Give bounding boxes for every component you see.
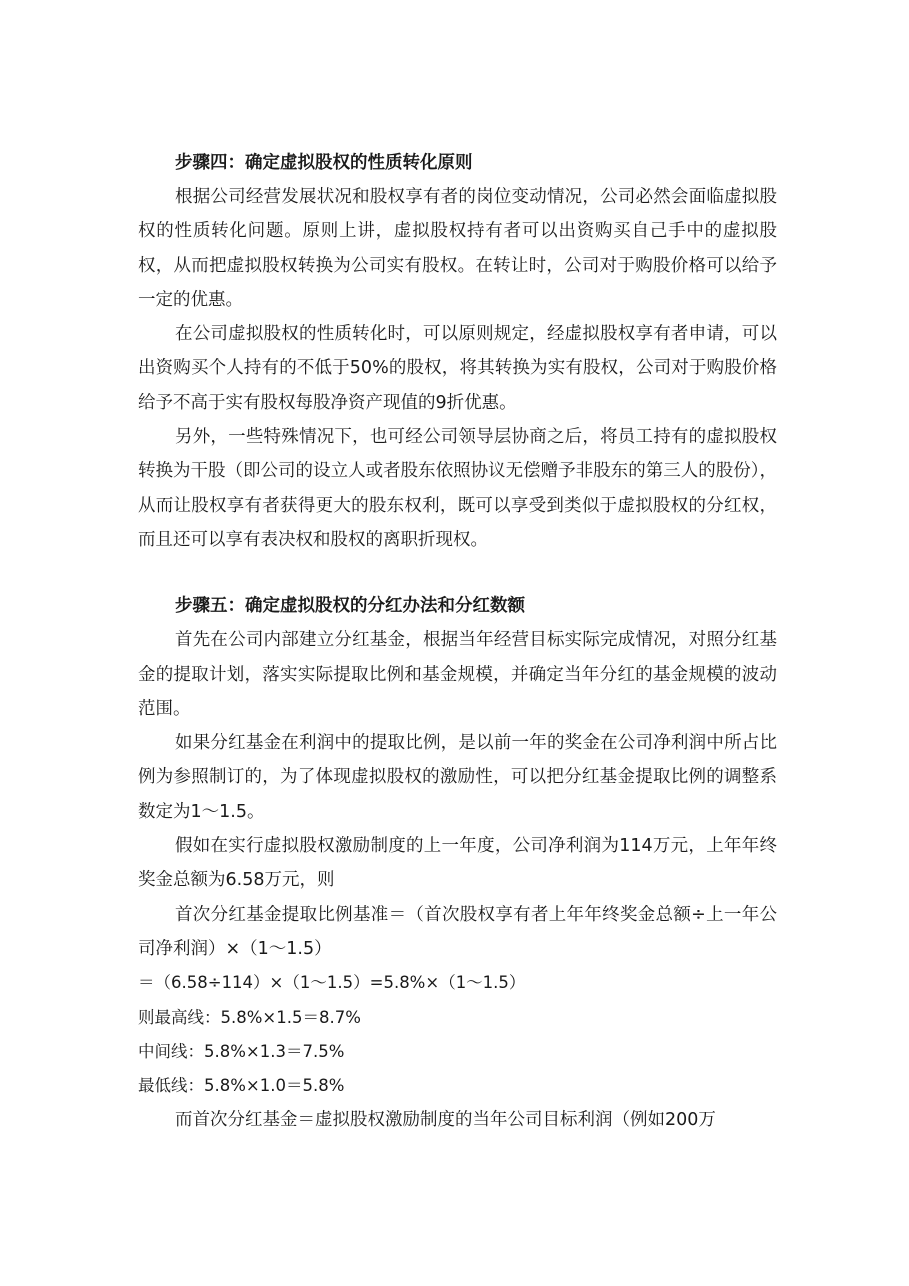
section-4-paragraph-2: 在公司虚拟股权的性质转化时，可以原则规定，经虚拟股权享有者申请，可以出资购买个人持有的不低于50%的股权，将其转换为实有股权，公司对于购股价格给予不高于实有股权每股净资产现值的9折优惠。 (138, 324, 777, 413)
section-4-heading: 步骤四：确定虚拟股权的性质转化原则 (175, 153, 473, 173)
formula-line-2: 则最高线：5.8%×1.5＝8.7% (138, 1007, 361, 1027)
formula-line-4: 最低线：5.8%×1.0＝5.8% (138, 1076, 345, 1096)
formula-line-1: ＝（6.58÷114）×（1～1.5）=5.8%×（1～1.5） (138, 973, 526, 993)
section-4-paragraph-1: 根据公司经营发展状况和股权享有者的岗位变动情况，公司必然会面临虚拟股权的性质转化问题。原则上讲，虚拟股权持有者可以出资购买自己手中的虚拟股权，从而把虚拟股权转换为公司实有股权。在转让时，公司对于购股价格可以给予一定的优惠。 (138, 187, 777, 310)
section-5-paragraph-3: 假如在实行虚拟股权激励制度的上一年度，公司净利润为114万元，上年年终奖金总额为6.58万元，则 (138, 836, 777, 891)
section-spacer (138, 557, 777, 589)
section-4-paragraph-3: 另外，一些特殊情况下，也可经公司领导层协商之后，将员工持有的虚拟股权转换为干股（即公司的设立人或者股东依照协议无偿赠予非股东的第三人的股份），从而让股权享有者获得更大的股东权利，既可以享受到类似于虚拟股权的分红权，而且还可以享有表决权和股权的离职折现权。 (138, 427, 777, 550)
section-5-final-paragraph: 而首次分红基金＝虚拟股权激励制度的当年公司目标利润（例如200万 (175, 1110, 716, 1131)
section-5-paragraph-1: 首先在公司内部建立分红基金，根据当年经营目标实际完成情况，对照分红基金的提取计划，落实实际提取比例和基金规模，并确定当年分红的基金规模的波动范围。 (138, 630, 777, 719)
formula-line-3: 中间线：5.8%×1.3＝7.5% (138, 1041, 345, 1061)
section-5-heading: 步骤五：确定虚拟股权的分红办法和分红数额 (175, 596, 525, 617)
section-5-paragraph-2: 如果分红基金在利润中的提取比例，是以前一年的奖金在公司净利润中所占比例为参照制订的，为了体现虚拟股权的激励性，可以把分红基金提取比例的调整系数定为1～1.5。 (138, 733, 777, 822)
section-5-paragraph-4: 首次分红基金提取比例基准＝（首次股权享有者上年年终奖金总额÷上一年公司净利润）×（1～1.5） (138, 904, 777, 959)
